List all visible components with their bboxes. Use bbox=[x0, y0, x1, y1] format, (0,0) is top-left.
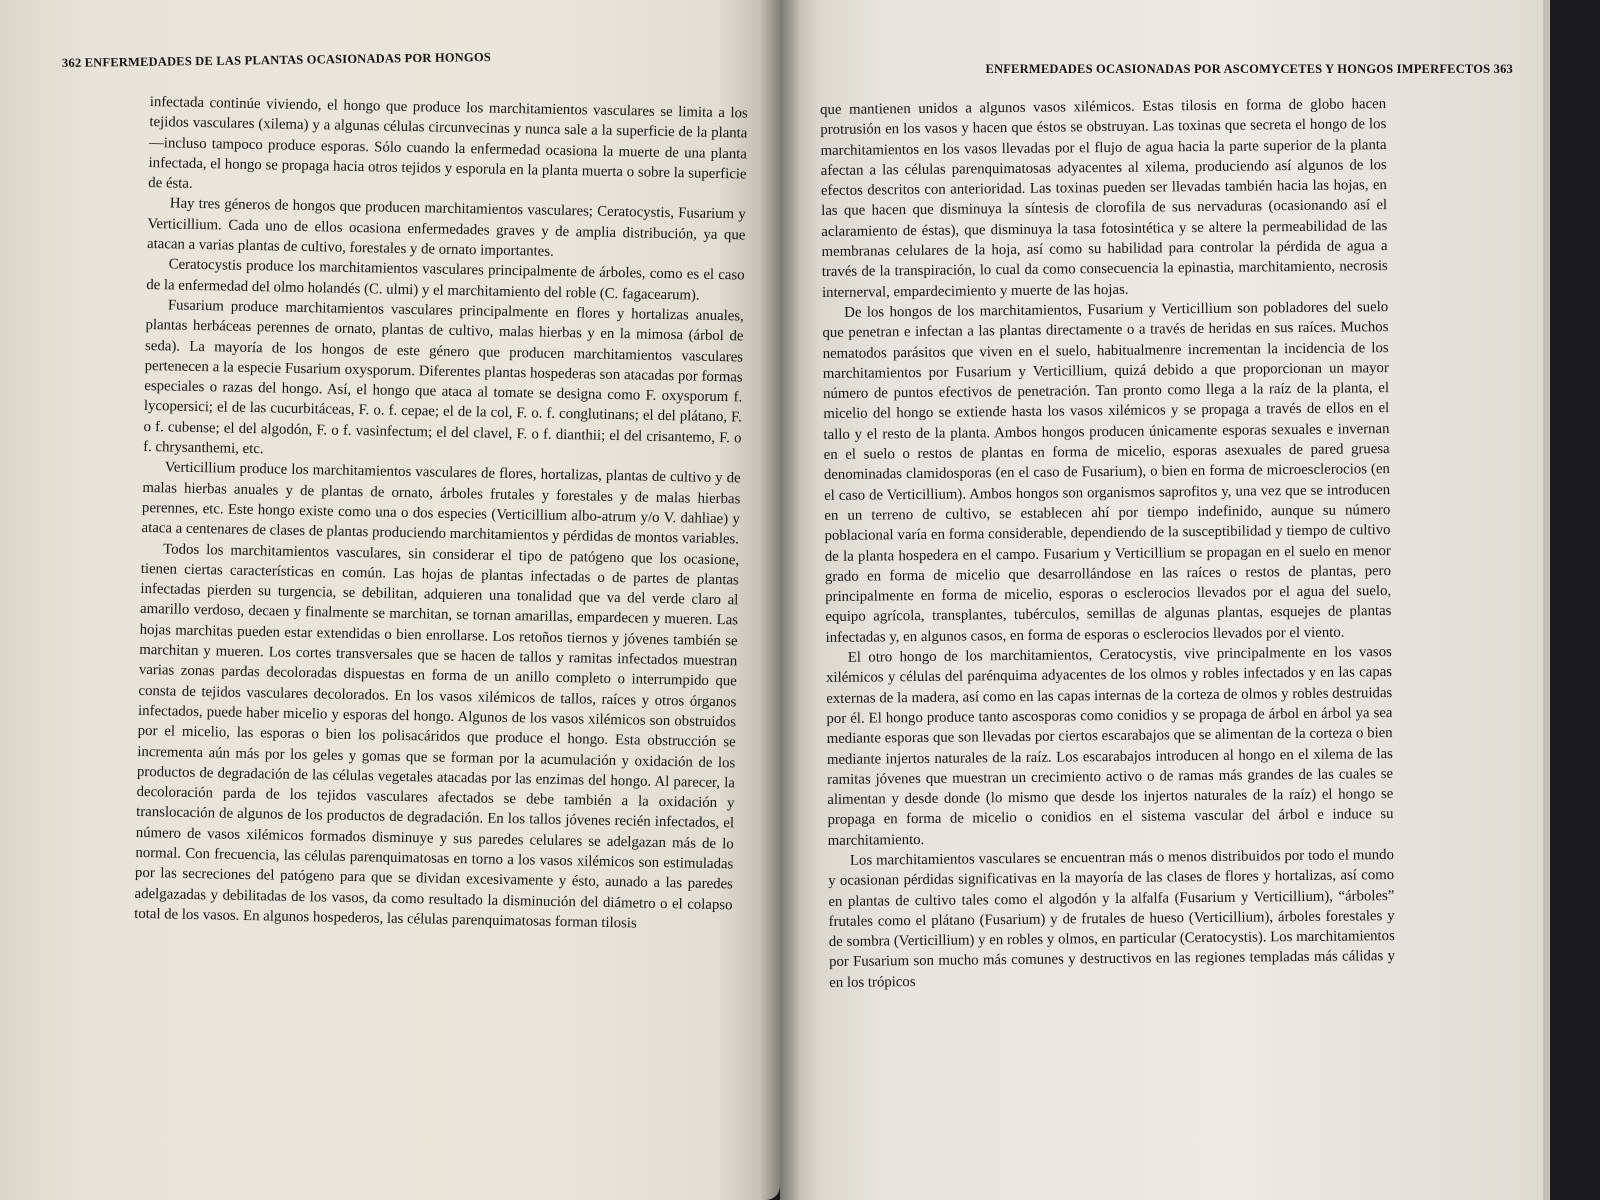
left-page bbox=[0, 0, 780, 1200]
right-page bbox=[780, 0, 1555, 1200]
right-paragraph-2: De los hongos de los marchitamientos, Fusarium y Verticillium son pobladores del suelo que penetran e infectan a las plantas directamente o a través de heridas en sus raíces. Muchos nematodos parásitos que viven en el suelo, habitualmenre incrementan la incidencia de los marchitamientos por Fusarium y Verticillium, quizá debido a que proporcionan un mayor número de puntos efectivos de penetración. Tan pronto como llega a la raíz de la planta, el micelio del hongo se extiende hasta los vasos xilémicos y se propaga a través de ellos en el tallo y el resto de la planta. Ambos hongos producen únicamente esporas sexuales e invernan en el suelo o restos de plantas en forma de micelio, esporas asexuales de pared gruesa denominadas clamidosporas (en el caso de Fusarium), o bien en forma de microesclerocios (en el caso de Verticillium). Ambos hongos son organismos saprofitos y, una vez que se introducen en un terreno de cultivo, se establecen ahí por tiempo indefinido, aunque su número poblacional varía en forma considerable, dependiendo de la susceptibilidad y tiempo de cultivo de la planta hospedera en el campo. Fusarium y Verticillium se propagan en el suelo en menor grado en forma de micelio que desarrollándose en las raíces o restos de plantas, pero principalmente en forma de micelio, esporas o esclerocios llevados por el agua del suelo, equipo agrícola, transplantes, tubérculos, semillas de algunas plantas, esquejes de plantas infectadas y, en algunos casos, en forma de esporas o esclerocios llevados por el viento. bbox=[822, 299, 1392, 646]
left-paragraph-6: Todos los marchitamientos vasculares, sin considerar el tipo de patógeno que los ocasione, tienen ciertas características en común. Las hojas de plantas infectadas o de partes de plantas infectadas pierden su turgencia, se debilitan, adquieren una tonalidad que va del verde claro al amarillo verdoso, decaen y finalmente se marchitan, se tornan amarillas, empardecen y mueren. Las hojas marchitas pueden estar extendidas o bien enrollarse. Los retoños tiernos y jóvenes también se marchitan y mueren. Los cortes transversales que se hacen de tallos y ramitas infectados muestran varias zonas pardas decoloradas dispuestas en forma de un anillo completo o interrumpido que consta de tejidos vasculares decolorados. En los vasos xilémicos de tallos, raíces y otros órganos infectados, puede haber micelio y esporas del hongo. Algunos de los vasos xilémicos son obstruidos por el micelio, las esporas o bien los polisacáridos que produce el hongo. Esta obstrucción se incrementa aún más por los geles y gomas que se forman por la acumulación y oxidación de los productos de degradación de las células vegetales atacadas por las enzimas del hongo. Al parecer, la decoloración parda de los tejidos vasculares afectados se debe también a la oxidación y translocación de algunos de los productos de degradación. En los tallos jóvenes recién infectados, el número de vasos xilémicos formados disminuye y sus paredes celulares se adelgazan más de lo normal. Con frecuencia, las células parenquimatosas en torno a los vasos xilémicos son estimuladas por las secreciones del patógeno para que se dividan excesivamente y ésto, aunado a las paredes adelgazadas y debilitadas de los vasos, da como resultado la disminución del diámetro o el colapso total de los vasos. En algunos hospederos, las células parenquimatosas forman tilosis bbox=[134, 540, 740, 932]
right-paragraph-3: El otro hongo de los marchitamientos, Ceratocystis, vive principalmente en los vasos xilémicos y células del parénquima adyacentes de los olmos y robles infectados y en las capas externas de la madera, así como en las capas internas de la corteza de olmos y robles destruidas por él. El hongo produce tanto ascosporas como conidios y se propaga de árbol en árbol ya sea mediante esporas que son llevadas por ciertos escarabajos que se alimentan de la corteza o bien mediante injertos naturales de la raíz. Los escarabajos introducen al hongo en el xilema de las ramitas jóvenes que muestran un crecimiento activo o de ramas más grandes de las cuales se alimentan y desde donde (lo mismo que desde los injertos naturales de la raíz) el hongo se propaga en forma de micelio o conidios en el sistema vascular del árbol e induce su marchitamiento. bbox=[825, 644, 1394, 849]
left-running-head: 362 ENFERMEDADES DE LAS PLANTAS OCASIONADAS POR HONGOS bbox=[61, 50, 492, 70]
left-text-block bbox=[134, 92, 748, 935]
book-spine-shadow bbox=[760, 0, 800, 1200]
right-running-head: ENFERMEDADES OCASIONADAS POR ASCOMYCETES Y HONGOS IMPERFECTOS 363 bbox=[985, 62, 1513, 76]
left-paragraph-3: Ceratocystis produce los marchitamientos vasculares principalmente de árboles, como es el caso de la enfermedad del olmo holandés (C. ulmi) y el marchitamiento del roble (C. fagacearum). bbox=[146, 256, 745, 304]
right-text-block bbox=[820, 94, 1395, 993]
left-paragraph-4: Fusarium produce marchitamientos vasculares principalmente en flores y hortalizas anuales, plantas herbáceas perennes de ornato, plantas de cultivo, malas hierbas y en la mimosa (árbol de seda). La mayoría de los hongos de este género que producen marchitamientos vasculares pertenecen a la especie Fusarium oxysporum. Diferentes plantas hospederas son atacadas por formas especiales o razas del hongo. Así, el hongo que ataca al tomate se designa como F. oxysporum f. lycopersici; el de las cucurbitáceas, F. o. f. cepae; el de la col, F. o. f. conglutinans; el del plátano, F. o f. cubense; el del algodón, F. o f. vasinfectum; el del clavel, F. o f. dianthii; el del crisantemo, F. o f. chrysanthemi, etc. bbox=[143, 297, 744, 458]
left-paragraph-5: Verticillium produce los marchitamientos vasculares de flores, hortalizas, plantas de cultivo y de malas hierbas anuales y de plantas de ornato, árboles frutales y forestales y de malas hierbas perennes, etc. Este hongo existe como una o dos especies (Verticillium albo-atrum y/o V. dahliae) y ataca a centenares de clases de plantas produciendo marchitamientos y pérdidas de montos variables. bbox=[141, 459, 741, 548]
right-paragraph-4: Los marchitamientos vasculares se encuentran más o menos distribuidos por todo el mundo y ocasionan pérdidas significativas en la mayoría de las clases de flores y hortalizas, así como en plantas de cultivo tales como el algodón y la alfalfa (Fusarium y Verticillium), “árboles” frutales como el plátano (Fusarium) y de frutales de hueso (Verticillium), árboles forestales y de sombra (Verticillium) y en robles y olmos, en particular (Ceratocystis). Los marchitamientos por Fusarium son mucho más comunes y destructivos en las regiones templadas más cálidas y en los trópicos bbox=[828, 847, 1396, 991]
right-paragraph-1: que mantienen unidos a algunos vasos xilémicos. Estas tilosis en forma de globo hacen protrusión en los vasos y hacen que éstos se obstruyan. Las toxinas que secreta el hongo de los marchitamientos en los vasos llevadas por el flujo de agua hacia la parte superior de la planta afectan a las células parenquimatosas adyacentes al xilema, produciendo así algunos de los efectos descritos con anterioridad. Las toxinas pueden ser llevadas también hacia las hojas, en las que hacen que disminuya la síntesis de clorofila de sus nervaduras (ocasionando así el aclaramiento de éstas), que disminuya la tasa fotosintética y se altere la permeabilidad de las membranas celulares de la hoja, así como su habilidad para controlar la pérdida de agua a través de la transpiración, lo cual da como consecuencia la epinastia, marchitamiento, necrosis internerval, empardecimiento y muerte de las hojas. bbox=[820, 96, 1388, 301]
dark-margin bbox=[1550, 0, 1600, 1200]
left-paragraph-2: Hay tres géneros de hongos que producen marchitamientos vasculares; Ceratocystis, Fusarium y Verticillium. Cada uno de ellos ocasiona enfermedades graves y de amplia distribución, ya que atacan a varias plantas de cultivo, forestales y de ornato importantes. bbox=[146, 195, 746, 260]
left-paragraph-1: infectada continúe viviendo, el hongo que produce los marchitamientos vasculares se limita a los tejidos vasculares (xilema) y a algunas células circunvecinas y nunca sale a la superficie de la planta —incluso tampoco produce esporas. Sólo cuando la enfermedad ocasiona la muerte de una planta infectada, el hongo se propaga hacia otros tejidos y esporula en la planta muerta o sobre la superficie de ésta. bbox=[148, 93, 748, 193]
